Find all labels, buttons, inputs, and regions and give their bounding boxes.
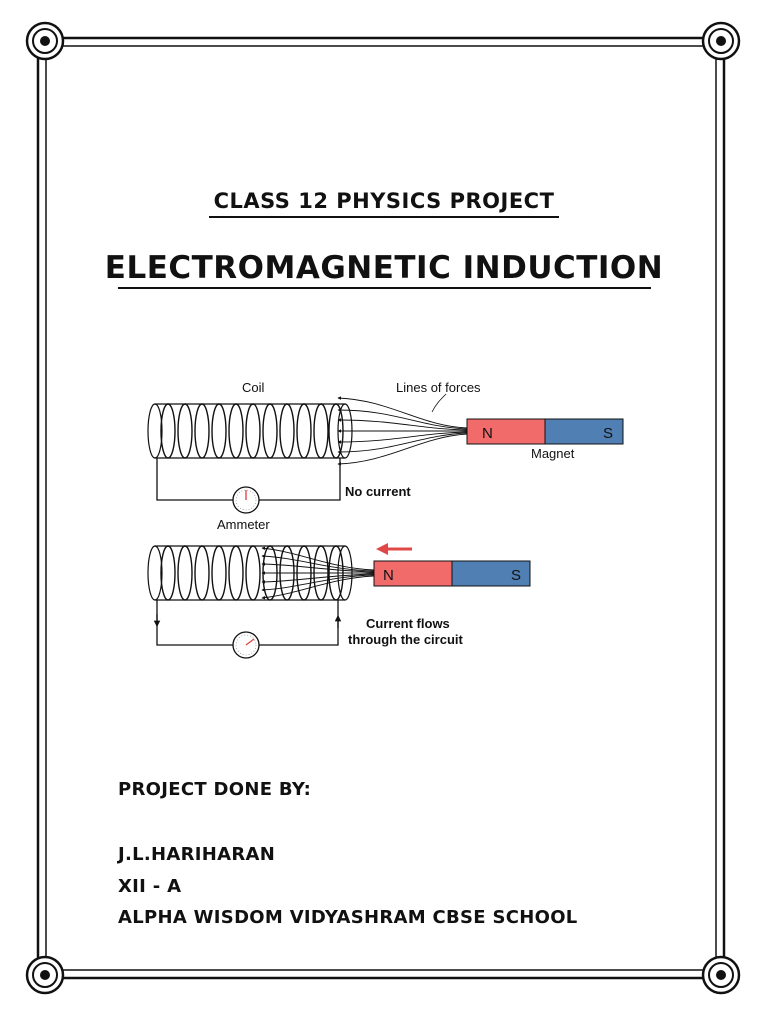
- student-name: J.L.HARIHARAN: [118, 844, 276, 865]
- corner-ornament-icon: [27, 23, 63, 59]
- student-class: XII - A: [118, 876, 182, 897]
- induction-diagram: [0, 360, 768, 670]
- coil-top: [148, 404, 352, 458]
- magnet-label: Magnet: [531, 446, 575, 461]
- pole-s-label: S: [511, 567, 522, 584]
- field-lines-bottom: [262, 548, 374, 598]
- coil-label: Coil: [242, 380, 265, 395]
- pole-n-label: N: [482, 425, 493, 442]
- page-title: ELECTROMAGNETIC INDUCTION: [104, 250, 664, 286]
- ammeter-icon: [233, 487, 259, 513]
- subtitle-underline: [209, 216, 559, 218]
- title-underline: [118, 287, 651, 289]
- ammeter-deflected-icon: [233, 632, 259, 658]
- school-name: ALPHA WISDOM VIDYASHRAM CBSE SCHOOL: [118, 907, 578, 928]
- through-circuit-label: through the circuit: [348, 632, 463, 647]
- project-subtitle: CLASS 12 PHYSICS PROJECT: [213, 189, 555, 213]
- project-done-by-heading: PROJECT DONE BY:: [118, 779, 312, 800]
- pole-s-label: S: [603, 425, 614, 442]
- magnet-bottom: [374, 561, 530, 586]
- motion-arrow-icon: [376, 543, 412, 555]
- pointer-line: [432, 394, 446, 412]
- corner-ornament-icon: [27, 957, 63, 993]
- field-lines-top: [338, 398, 467, 464]
- corner-ornament-icon: [703, 23, 739, 59]
- no-current-label: No current: [345, 484, 411, 499]
- lines-of-forces-label: Lines of forces: [396, 380, 481, 395]
- current-flows-label: Current flows: [366, 616, 450, 631]
- pole-n-label: N: [383, 567, 394, 584]
- ammeter-label: Ammeter: [217, 517, 270, 532]
- corner-ornament-icon: [703, 957, 739, 993]
